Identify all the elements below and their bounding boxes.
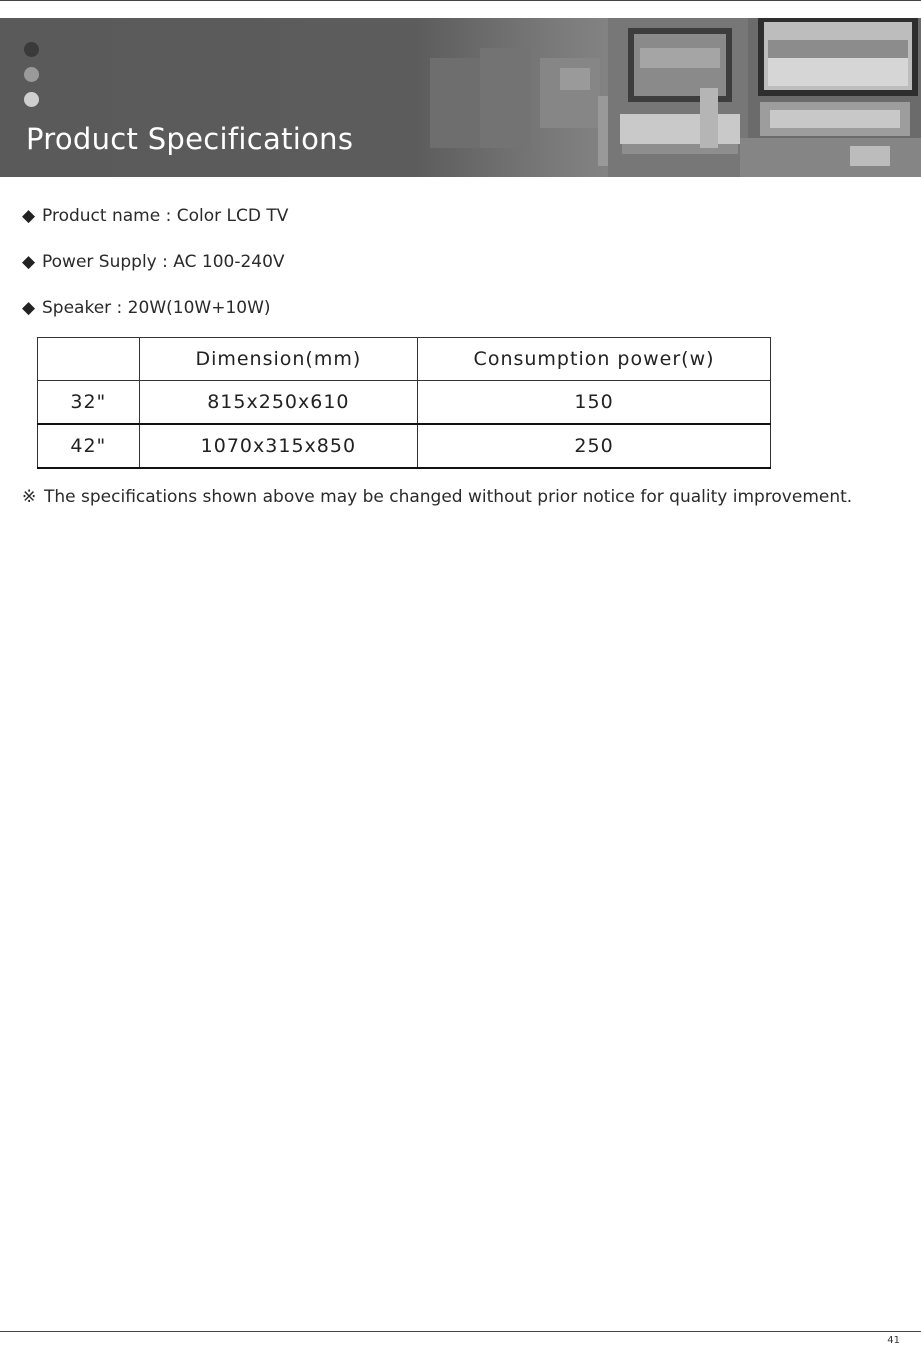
note-text: The specifications shown above may be changed without prior notice for quality improvement.: [44, 487, 853, 507]
table-cell-power: 150: [418, 381, 771, 425]
table-header-cell: [38, 338, 140, 381]
table-row: [38, 381, 771, 425]
header-dot-dark: [24, 42, 39, 57]
reference-mark-icon: ※: [22, 487, 37, 507]
header-dot-mid: [24, 67, 39, 82]
table-header-cell: Consumption power(w): [418, 338, 771, 381]
table-header-cell: Dimension(mm): [139, 338, 417, 381]
page-title: Product Specifications: [26, 122, 354, 156]
spec-text: Speaker : 20W(10W+10W): [42, 298, 271, 318]
diamond-bullet-icon: ◆: [22, 206, 36, 226]
header-banner: [0, 18, 921, 177]
page-number: 41: [887, 1335, 900, 1346]
spec-power-supply: [22, 252, 285, 272]
diamond-bullet-icon: ◆: [22, 252, 36, 272]
specifications-table: [37, 337, 771, 469]
table-row: [38, 424, 771, 468]
spec-product-name: [22, 206, 288, 226]
header-dot-light: [24, 92, 39, 107]
table-header-row: [38, 338, 771, 381]
table-cell-size: 32": [38, 381, 140, 425]
spec-text: Product name : Color LCD TV: [42, 206, 289, 226]
disclaimer-note: [22, 487, 852, 507]
table-cell-dimension: 1070x315x850: [139, 424, 417, 468]
table-cell-size: 42": [38, 424, 140, 468]
spec-text: Power Supply : AC 100-240V: [42, 252, 285, 272]
top-rule: [0, 0, 921, 1]
spec-speaker: [22, 298, 271, 318]
table-cell-power: 250: [418, 424, 771, 468]
bottom-rule: [0, 1331, 921, 1332]
diamond-bullet-icon: ◆: [22, 298, 36, 318]
table-cell-dimension: 815x250x610: [139, 381, 417, 425]
